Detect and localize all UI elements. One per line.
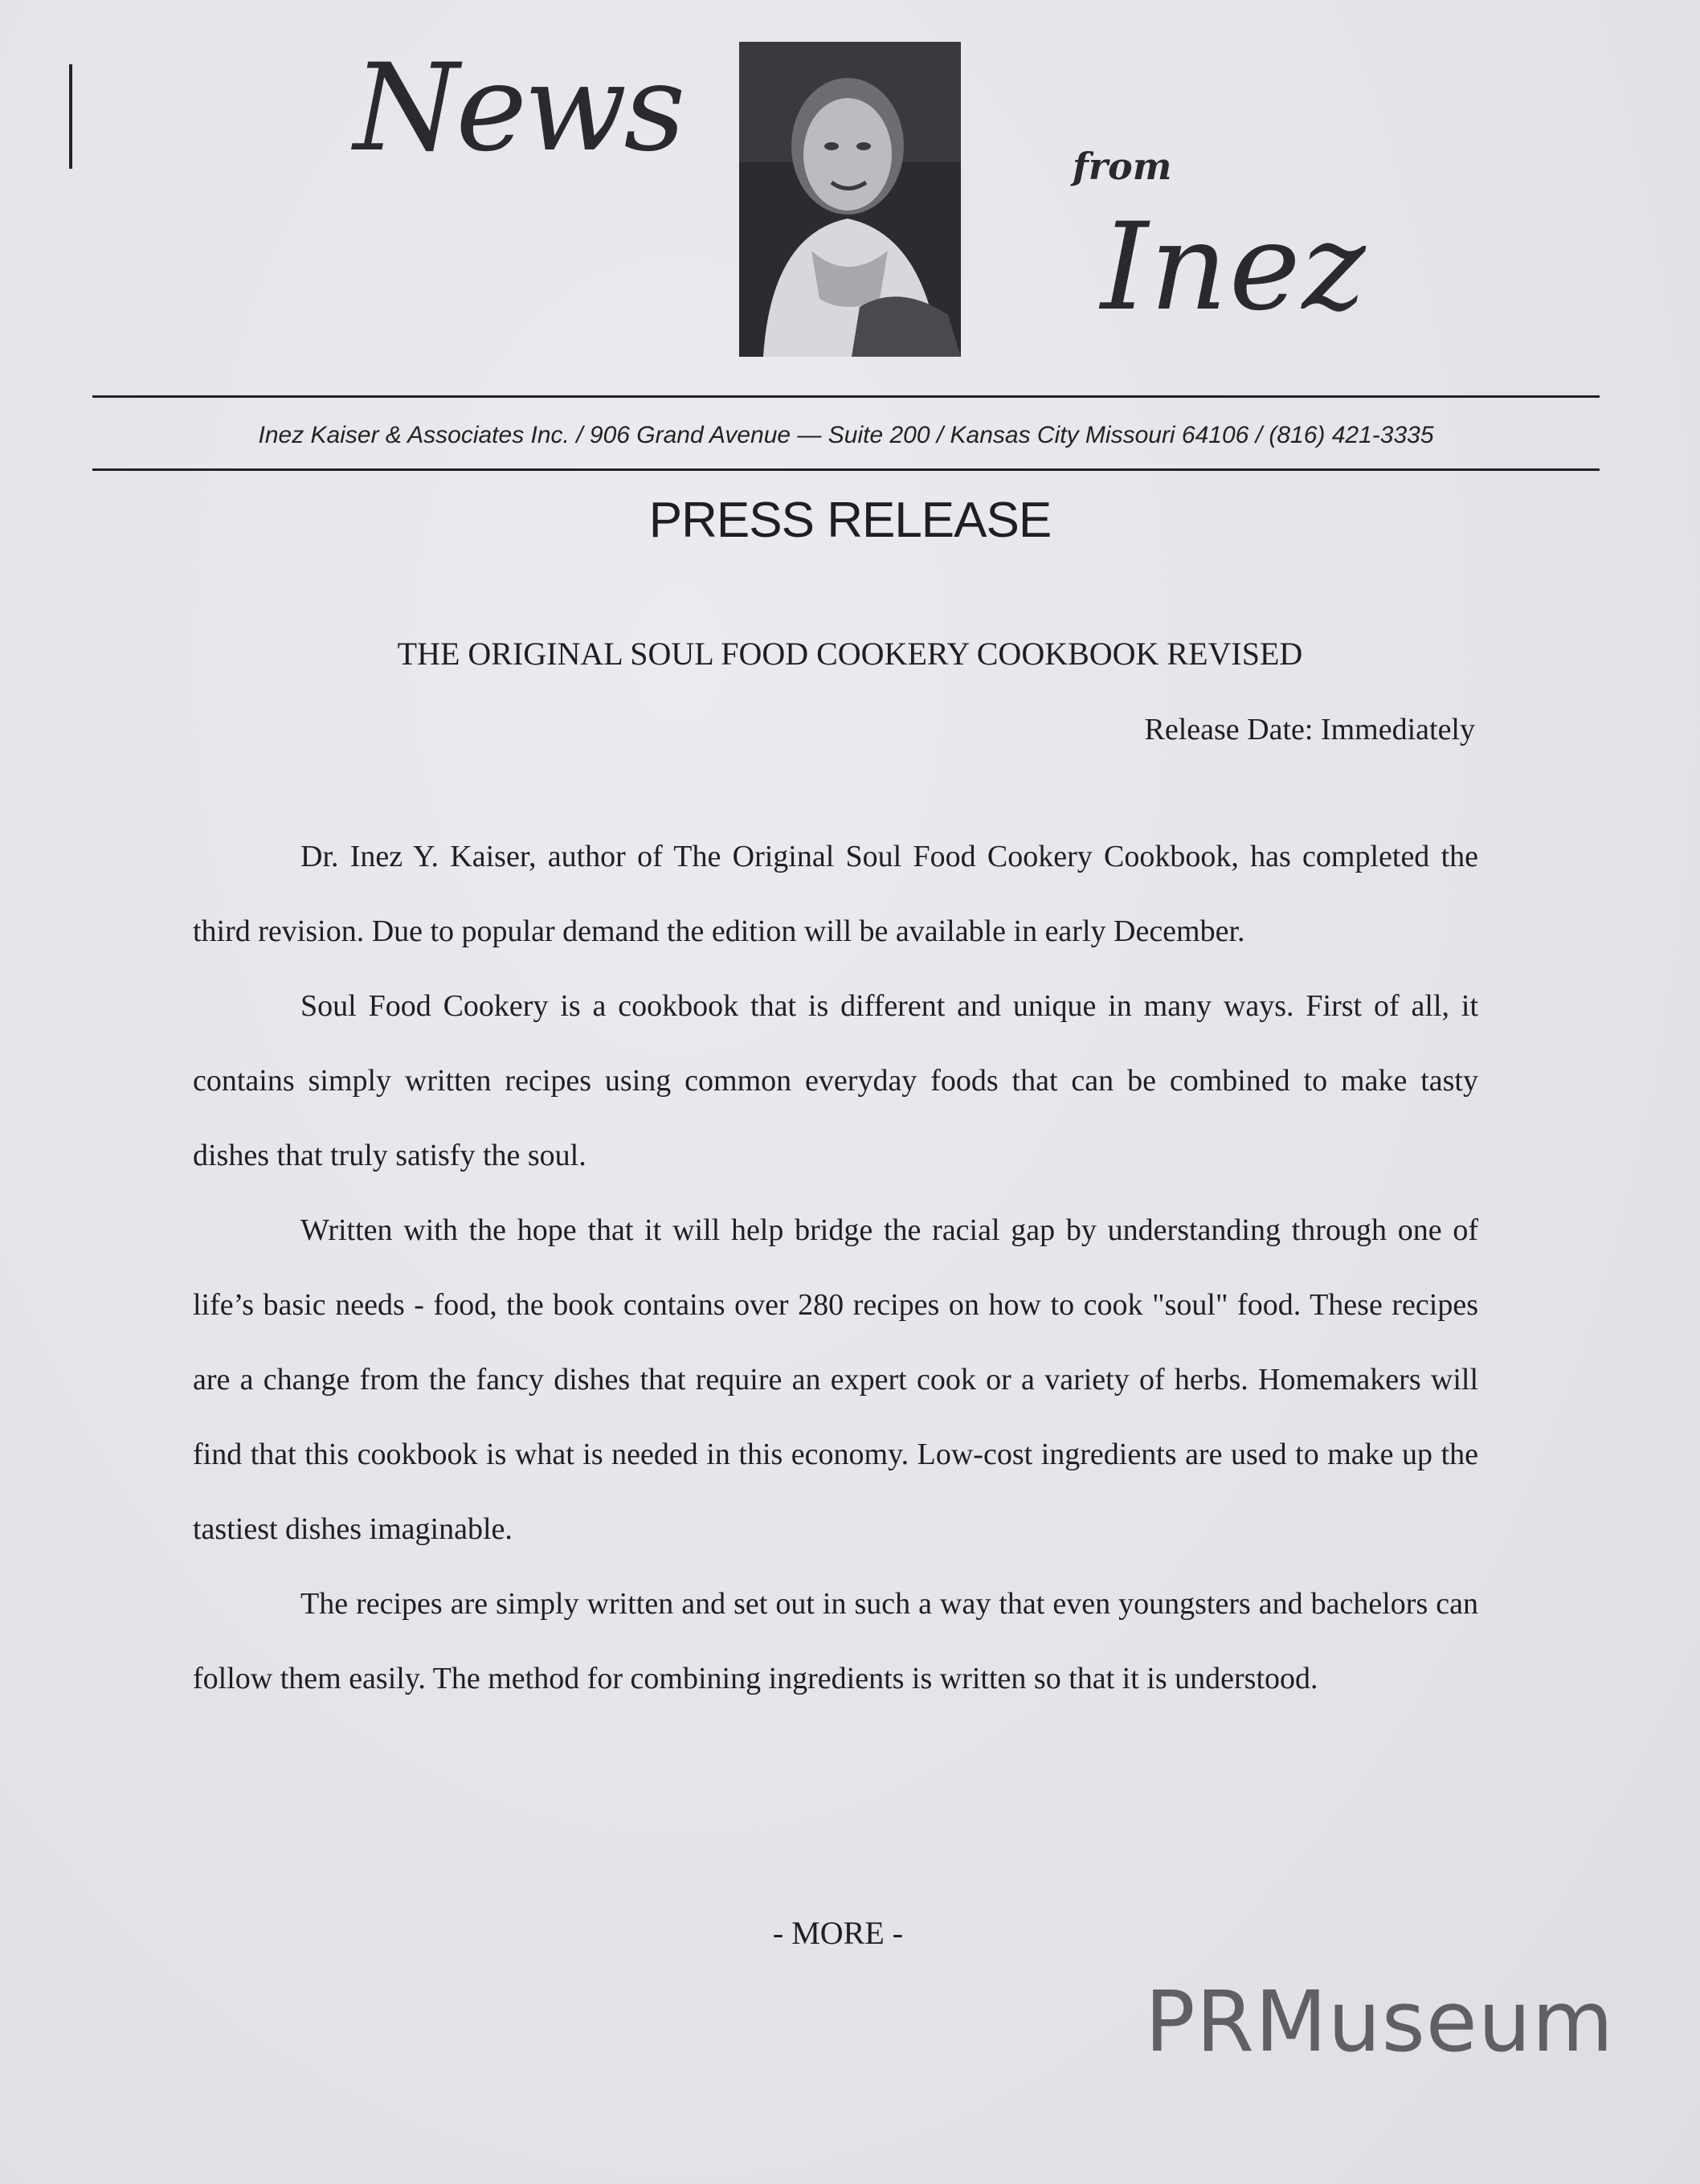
paragraph: Written with the hope that it will help bridge the racial gap by understanding through one of life’s basic needs - food, the book contains over 280 recipes on how to cook "soul" food. These recipes are a change from the fancy dishes that require an expert cook or a variety of herbs. Homemakers will find that this cookbook is what is needed in this economy. Low-cost ingredients are used to make up the tastiest dishes imaginable.	[193, 1213, 1478, 1546]
edge-mark	[69, 64, 72, 169]
paragraph: Soul Food Cookery is a cookbook that is different and unique in many ways. First of all, it contains simply written recipes using common everyday foods that can be combined to make tasty dishes that truly satisfy the soul.	[193, 989, 1478, 1172]
letterhead-address: Inez Kaiser & Associates Inc. / 906 Grand Avenue — Suite 200 / Kansas City Missouri 64106 / (816) 421-3335	[258, 422, 1434, 448]
document-label: PRESS RELEASE	[648, 493, 1052, 548]
paragraph: The recipes are simply written and set out in such a way that even youngsters and bachelors can follow them easily. The method for combining ingredients is written so that it is understood.	[193, 1587, 1478, 1695]
watermark: PRMuseum	[1145, 1973, 1615, 2071]
body-text	[193, 820, 1478, 1716]
continuation-marker: - MORE -	[772, 1915, 904, 1951]
headline: THE ORIGINAL SOUL FOOD COOKERY COOKBOOK REVISED	[397, 636, 1303, 672]
letterhead-name: Inez	[1101, 198, 1367, 337]
letterhead-from: from	[1073, 145, 1172, 188]
paragraph: Dr. Inez Y. Kaiser, author of The Original Soul Food Cookery Cookbook, has completed the third revision. Due to popular demand the edition will be available in early December.	[193, 840, 1478, 948]
top-rule	[92, 395, 1600, 398]
portrait-photo	[739, 42, 961, 357]
bottom-rule	[92, 468, 1600, 471]
letterhead-news: News	[353, 39, 683, 178]
release-date: Release Date: Immediately	[1144, 713, 1475, 746]
